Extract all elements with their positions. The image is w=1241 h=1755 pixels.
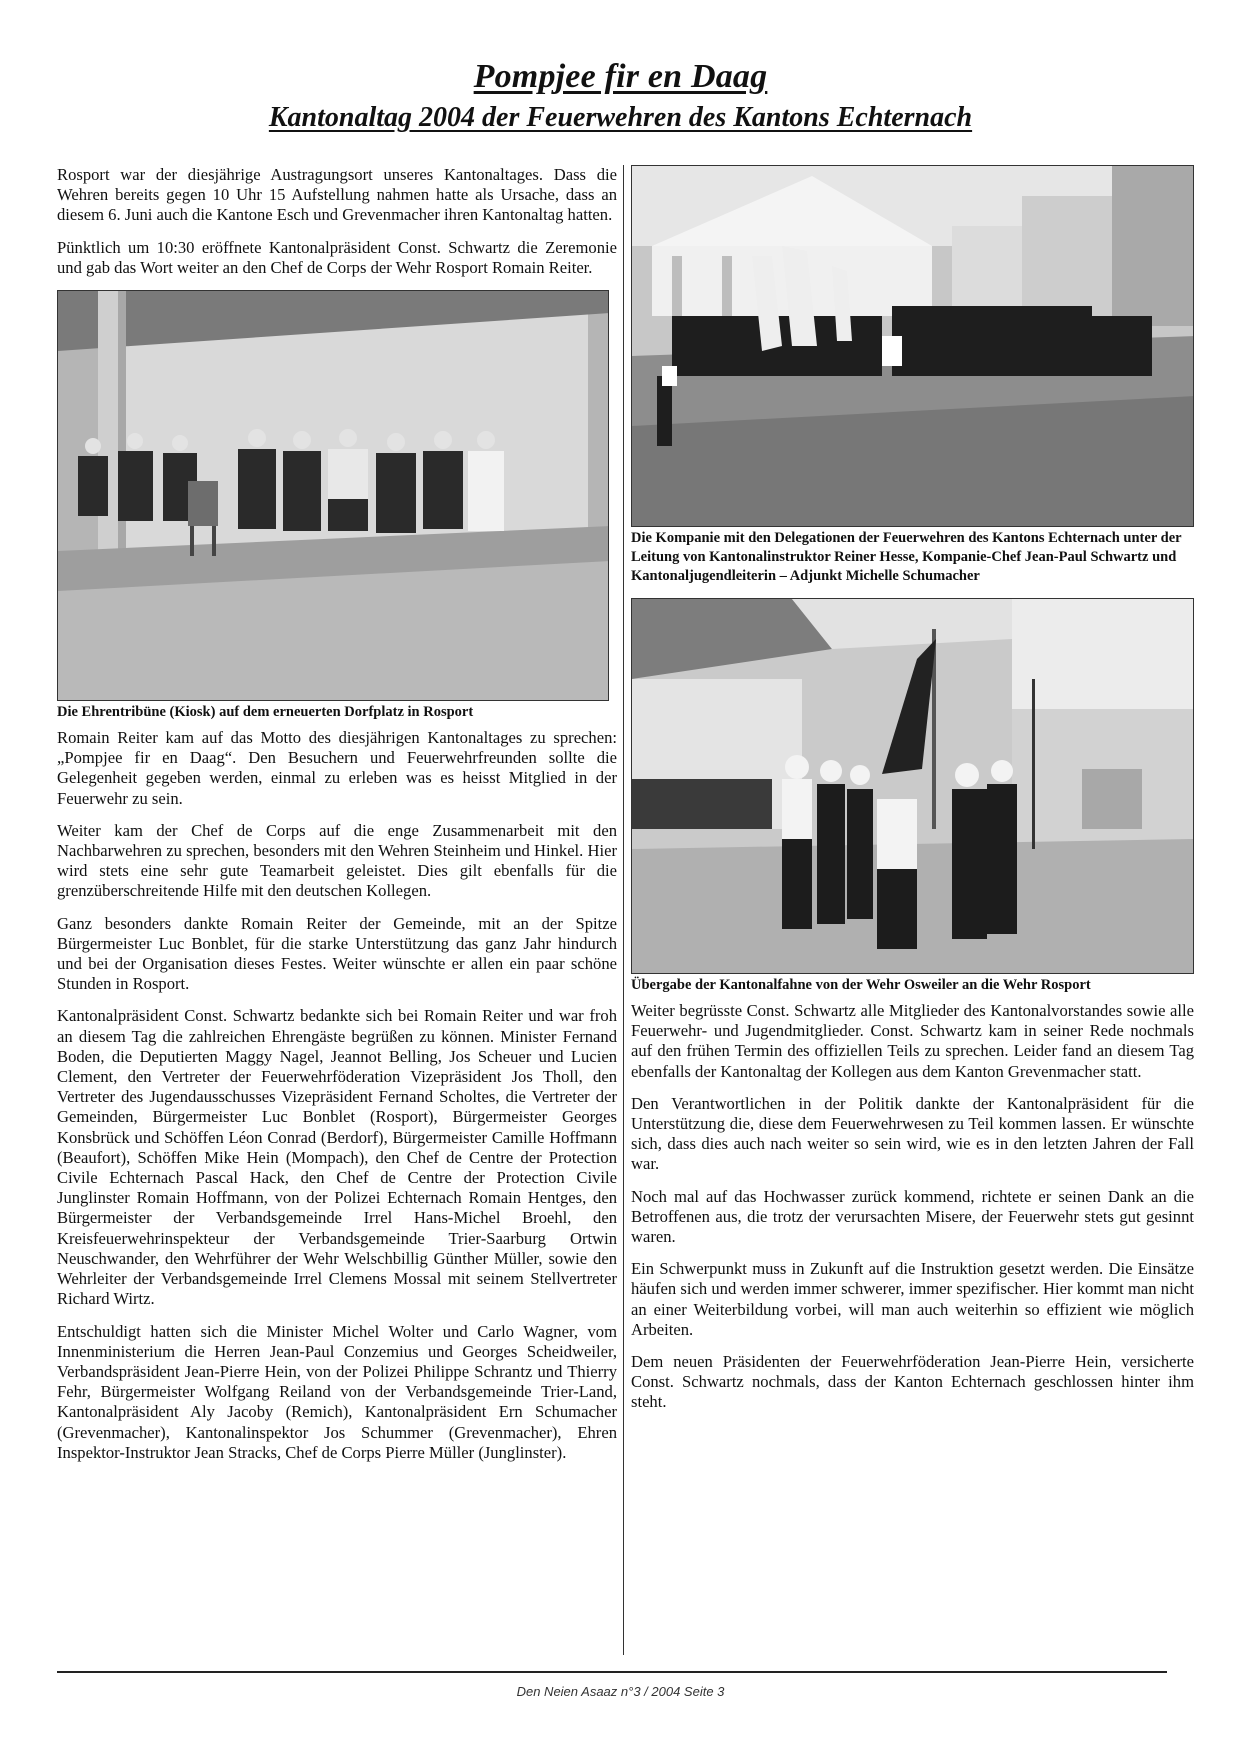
page-footer: Den Neien Asaaz n°3 / 2004 Seite 3 xyxy=(516,1684,725,1699)
photo-flag-handover xyxy=(631,598,1194,974)
column-divider xyxy=(623,165,624,1655)
footer-rule xyxy=(57,1671,1167,1673)
photo-caption: Übergabe der Kantonalfahne von der Wehr Osweiler an die Wehr Rosport xyxy=(631,977,1091,993)
photo-caption: Die Ehrentribüne (Kiosk) auf dem erneuerten Dorfplatz in Rosport xyxy=(57,704,474,721)
paragraph: Weiter begrüsste Const. Schwartz alle Mitglieder des Kantonalvorstandes sowie alle Feuerwehr- und Jugendmitglieder. Const. Schwartz kam in seiner Rede nochmals auf den frühen Termin des offiziellen Teils zu sprechen. Leider fand an diesem Tag ebenfalls der Kantonaltag der Kollegen aus dem Kanton Grevenmacher statt. xyxy=(631,1001,1194,1081)
paragraph: Entschuldigt hatten sich die Minister Michel Wolter und Carlo Wagner, vom Innenministerium die Herren Jean-Paul Conzemius und Georges Scheidweiler, Verbandspräsident Jean-Pierre Hein, von der Polizei Philippe Schrantz und Thierry Fehr, Bürgermeister Wolfgang Reiland von der Verbandsgemeinde Trier-Land, Kantonalpräsident Aly Jacoby (Remich), Kantonalpräsident Ern Schumacher (Grevenmacher), Kantonalinspektor Jos Schummer (Grevenmacher), Ehren Inspektor-Instruktor Jean Stracks, Chef de Corps Pierre Müller (Junglinster). xyxy=(57,1321,617,1462)
left-column xyxy=(57,165,617,1475)
paragraph: Pünktlich um 10:30 eröffnete Kantonalpräsident Const. Schwartz die Zeremonie und gab das Wort weiter an den Chef de Corps der Wehr Rosport Romain Reiter. xyxy=(57,237,617,277)
right-column xyxy=(631,165,1194,1425)
paragraph: Rosport war der diesjährige Austragungsort unseres Kantonaltages. Dass die Wehren bereits gegen 10 Uhr 15 Aufstellung nahmen hatte als Ursache, dass an diesem 6. Juni auch die Kantone Esch und Grevenmacher ihren Kantonaltag hatten. xyxy=(57,165,617,225)
paragraph: Romain Reiter kam auf das Motto des diesjährigen Kantonaltages zu sprechen: „Pompjee fir en Daag“. Den Besuchern und Feuerwehrfreunden sollte die Gelegenheit gegeben werden, einmal zu erleben was es heisst Mitglied in der Feuerwehr zu sein. xyxy=(57,728,617,808)
paragraph: Kantonalpräsident Const. Schwartz bedankte sich bei Romain Reiter und war froh an diesem Tag die zahlreichen Ehrengäste begrüßen zu können. Minister Fernand Boden, die Deputierten Maggy Nagel, Jeannot Belling, Jos Scheuer und Lucien Clement, den Vertreter der Feuerwehrföderation Vizepräsident Jos Tholl, den Vertreter des Jugendausschusses Vizepräsident Fernand Scholtes, die Vertreter der Gemeinden, Bürgermeister Luc Bonblet (Rosport), Bürgermeister Georges Konsbrück und Schöffen Léon Conrad (Berdorf), Bürgermeister Camille Hoffmann (Beaufort), Schöffen Mike Hein (Mompach), den Chef de Centre der Protection Civile Echternach Pascal Hack, den Chef de Centre der Protection Civile Junglinster Romain Hoffmann, von der Polizei Echternach Romain Hentges, den Bürgermeister der Verbandsgemeinde Irrel Hans-Michel Broehl, den Kreisfeuerwehrinspekteur der Verbandsgemeinde Trier-Saarburg Ortwin Neuschwander, den Wehrführer der Wehr Welschbillig Günther Müller, sowie den Wehrleiter der Verbandsgemeinde Irrel Clemens Mossal mit seinem Stellvertreter Richard Wirtz. xyxy=(57,1006,617,1309)
paragraph: Noch mal auf das Hochwasser zurück kommend, richtete er seinen Dank an die Betroffenen aus, die trotz der verursachten Misere, der Feuerwehr stets gut gesinnt waren. xyxy=(631,1186,1194,1247)
paragraph: Den Verantwortlichen in der Politik dankte der Kantonalpräsident für die Unterstützung die, diese dem Feuerwehrwesen zu Teil kommen lassen. Er wünschte sich, dass dies auch nach weiter so sein wird, wie es in den letzten Jahren der Fall war. xyxy=(631,1093,1194,1174)
page-subtitle: Kantonaltag 2004 der Feuerwehren des Kantons Echternach xyxy=(268,102,973,133)
paragraph: Ganz besonders dankte Romain Reiter der Gemeinde, mit an der Spitze Bürgermeister Luc Bonblet, für die starke Unterstützung das ganz Jahr hindurch und bei der Organisation dieses Festes. Weiter wünschte er allen ein paar schöne Stunden in Rosport. xyxy=(57,913,617,994)
photo-caption: Die Kompanie mit den Delegationen der Feuerwehren des Kantons Echternach unter der Leitung von Kantonalinstruktor Reiner Hesse, Kompanie-Chef Jean-Paul Schwartz und Kantonaljugendleiterin – Adjunkt Michelle Schumacher xyxy=(631,530,1182,584)
page-title: Pompjee fir en Daag xyxy=(473,58,768,95)
paragraph: Weiter kam der Chef de Corps auf die enge Zusammenarbeit mit den Nachbarwehren zu sprechen, besonders mit den Wehren Steinheim und Hinkel. Hier wird stets eine sehr gute Teamarbeit geleistet. Dies gilt ebenfalls für die grenzüberschreitende Hilfe mit den deutschen Kollegen. xyxy=(57,820,617,901)
paragraph: Dem neuen Präsidenten der Feuerwehrföderation Jean-Pierre Hein, versicherte Const. Schwartz nochmals, dass der Kanton Echternach geschlossen hinter ihm steht. xyxy=(631,1352,1194,1412)
photo-company-parade xyxy=(631,165,1194,527)
paragraph: Ein Schwerpunkt muss in Zukunft auf die Instruktion gesetzt werden. Die Einsätze häufen sich und werden immer schwerer, immer spezifischer. Hier kommt man nicht an einer Weiterbildung vorbei, will man auch weiterhin so effizient wie möglich Arbeiten. xyxy=(631,1259,1194,1339)
photo-grandstand xyxy=(57,290,609,701)
